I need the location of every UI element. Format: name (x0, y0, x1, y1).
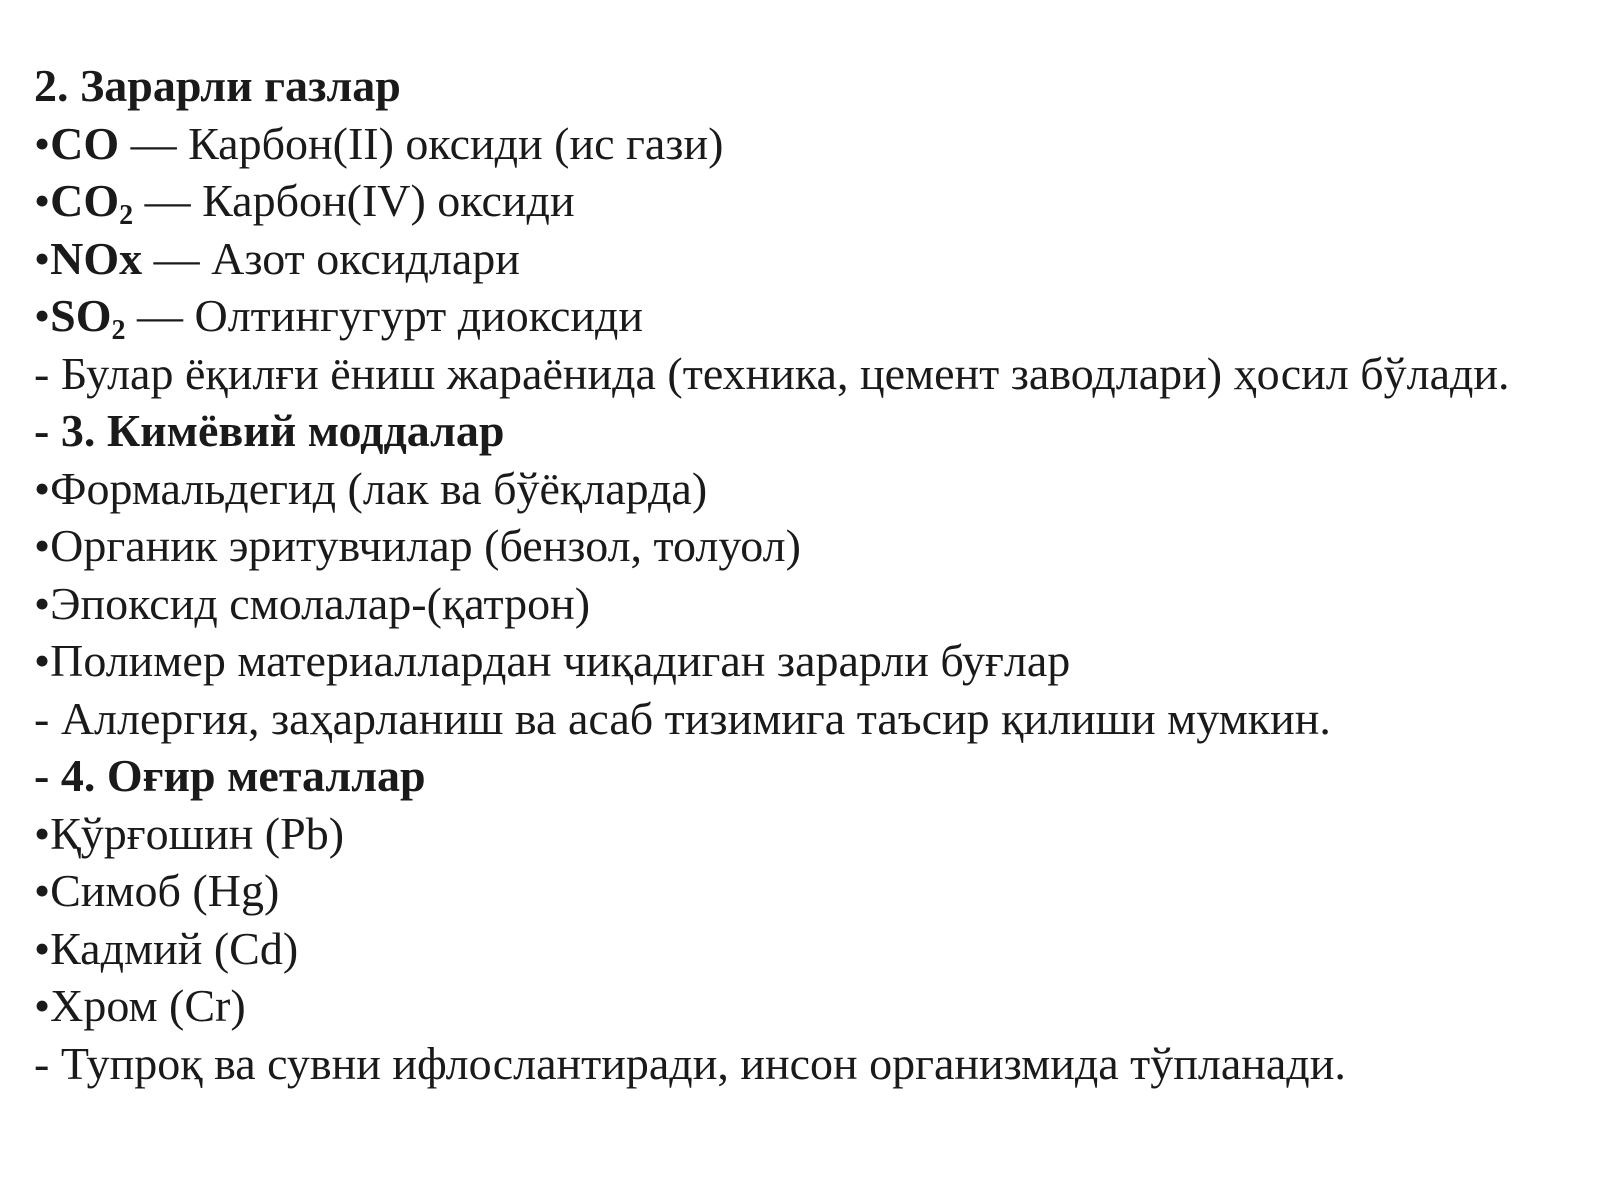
slide-content (34, 57, 1574, 1092)
list-item: •Формальдегид (лак ва бўёқларда) (34, 462, 708, 514)
list-item: •Қўрғошин (Pb) (34, 807, 345, 859)
subscript: 2 (119, 200, 134, 231)
list-item-co2 (34, 172, 1574, 230)
list-item: •Полимер материаллардан чиқадиган зарарли буғлар (34, 635, 1071, 686)
section-heading-chemicals: - 3. Кимёвий моддалар (34, 405, 505, 456)
description: — Карбон(IV) оксиди (133, 175, 575, 226)
list-item: •Кадмий (Cd) (34, 922, 299, 974)
section-note-heavy-metals: - Тупроқ ва сувни ифлослантиради, инсон организмида тўпланади. (34, 1037, 1346, 1089)
formula: NOx (50, 232, 143, 284)
list-item: •Симоб (Hg) (34, 865, 280, 916)
list-item-so2 (34, 287, 1574, 345)
section-heading-harmful-gases: 2. Зарарли газлар (34, 60, 401, 111)
formula: SO (50, 290, 112, 341)
formula: CO (50, 117, 120, 169)
list-item-nox (34, 230, 1574, 288)
bullet: • (34, 175, 51, 226)
list-item-co (34, 115, 1574, 173)
section-heading-heavy-metals: - 4. Оғир металлар (34, 750, 426, 801)
bullet: • (34, 232, 51, 284)
section-note-chemicals: - Аллергия, заҳарланиш ва асаб тизимига таъсир қилиши мумкин. (34, 692, 1331, 744)
list-item: •Хром (Cr) (34, 980, 246, 1031)
list-item: •Органик эритувчилар (бензол, толуол) (34, 520, 801, 571)
description: — Карбон(II) оксиди (ис гази) (119, 117, 724, 169)
list-item: •Эпоксид смолалар-(қатрон) (34, 577, 591, 629)
subscript: 2 (111, 315, 126, 346)
formula: CO (50, 175, 120, 226)
description: — Олтингугурт диоксиди (125, 290, 644, 341)
section-note-gases: - Булар ёқилғи ёниш жараёнида (техника, цемент заводлари) ҳосил бўлади. (34, 347, 1510, 399)
description: — Азот оксидлари (142, 232, 520, 284)
bullet: • (34, 117, 51, 169)
bullet: • (34, 290, 51, 341)
